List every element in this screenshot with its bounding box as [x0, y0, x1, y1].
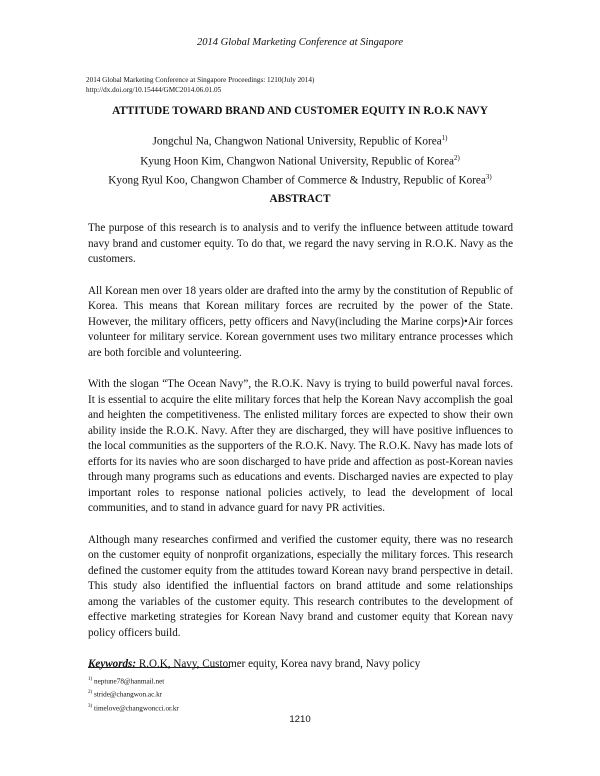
abstract-paragraph: The purpose of this research is to analysis and to verify the influence between attitude toward navy brand and customer equity. To do that, we regard the navy serving in R.O.K. Navy as the customers. — [88, 222, 513, 265]
author-line — [0, 169, 600, 189]
proceedings-info — [86, 75, 314, 95]
abstract-paragraph: All Korean men over 18 years older are drafted into the army by the constitution of Republic of Korea. This means that Korean military forces are recruited by the power of the State. However, the military officers, petty officers and Navy(including the Marine corps)•Air forces volunteer for military service. Korean government uses two military entrance processes which are both forcible and volunteering. — [88, 284, 513, 359]
footnote-marker: 1) — [441, 134, 448, 142]
footnote-marker: 2) — [453, 153, 460, 162]
author-list — [0, 130, 600, 189]
footnote-email[interactable]: stride@changwon.ac.kr — [92, 690, 163, 699]
footnote-marker: 2) — [88, 690, 93, 696]
footnote-email[interactable]: timelove@changwoncci.or.kr — [92, 704, 179, 713]
footnote-marker: 1) — [88, 677, 93, 682]
footnote-marker: 3) — [485, 173, 492, 182]
abstract-paragraph: With the slogan “The Ocean Navy”, the R.O.K. Navy is trying to build powerful naval forces. It is essential to acquire the elite military forces that help the Korean Navy accomplish the goal and heighten the competitiveness. The enlisted military forces are expected to show their own ability inside the R.O.K. Navy. After they are discharged, they will have positive influences to the local communities as the supporters of the R.O.K. Navy. The R.O.K. Navy has made lots of efforts for its navies who are soon discharged to have pride and affection as post-Korean navies through many programs such as educations and events. Discharged navies are expected to play important roles to response national policies actively, to lead the development of local communities, and to stand in advance guard for navy PR activities. — [88, 378, 513, 514]
keywords-list: R.O.K, Navy, Customer equity, Korea navy brand, Navy policy — [136, 658, 421, 670]
footnote — [88, 687, 179, 700]
footnote-marker: 3) — [88, 703, 93, 709]
author-affiliation: Kyong Ryul Koo, Changwon Chamber of Commerce & Industry, Republic of Korea — [108, 175, 486, 188]
footnote — [88, 701, 179, 714]
abstract-body — [88, 221, 513, 689]
keywords-line — [88, 657, 513, 673]
footnote — [88, 674, 179, 687]
footnote-email[interactable]: neptune78@hanmail.net — [92, 677, 165, 686]
proceedings-citation: 2014 Global Marketing Conference at Singapore Proceedings: 1210(July 2014) — [86, 76, 315, 84]
paper-title: ATTITUDE TOWARD BRAND AND CUSTOMER EQUITY IN R.O.K NAVY — [112, 105, 488, 117]
keywords-label: Keywords: — [88, 658, 137, 670]
author-affiliation: Kyung Hoon Kim, Changwon National University, Republic of Korea — [140, 155, 454, 168]
author-line — [0, 130, 600, 150]
running-header: 2014 Global Marketing Conference at Singapore — [197, 37, 403, 48]
author-line — [0, 150, 600, 170]
footnote-divider — [88, 667, 230, 668]
footnotes — [88, 674, 179, 714]
doi-link[interactable]: http://dx.doi.org/10.15444/GMC2014.06.01.05 — [86, 86, 222, 94]
page-number: 1210 — [289, 714, 311, 725]
abstract-heading: ABSTRACT — [269, 193, 331, 205]
abstract-paragraph: Although many researches confirmed and verified the customer equity, there was no research on the customer equity of nonprofit organizations, especially the military forces. This research defined the customer equity from the attitudes toward Korean navy brand perspective in detail. This study also identified the influential factors on brand attitude and some relationships among the variables of the customer equity. This research contributes to the development of effective marketing strategies for Korean Navy brand and customer equity that Korean navy policy officers build. — [88, 533, 513, 639]
author-affiliation: Jongchul Na, Changwon National University, Republic of Korea — [152, 135, 442, 148]
